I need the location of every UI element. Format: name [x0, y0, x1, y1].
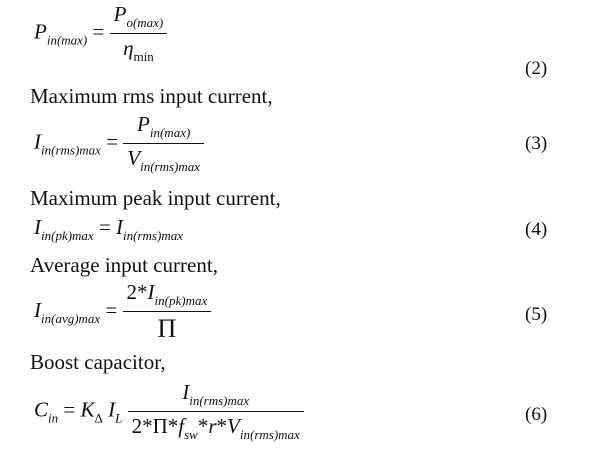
- symbol-I: I: [34, 297, 41, 322]
- equation-2: [34, 2, 167, 65]
- subscript-sw: sw: [184, 427, 198, 442]
- subscript-delta: Δ: [94, 410, 103, 426]
- equals: =: [92, 19, 105, 44]
- equation-number-6: (6): [525, 404, 548, 425]
- equation-5: [34, 280, 211, 344]
- subscript-min: min: [133, 49, 154, 64]
- fraction: [110, 2, 168, 65]
- coefficient-two: 2*: [126, 280, 148, 304]
- fraction: [123, 280, 212, 344]
- symbol-I: I: [182, 380, 190, 404]
- subscript-in-rms-max: in(rms)max: [41, 142, 101, 158]
- subscript-in-avg-max: in(avg)max: [41, 310, 101, 326]
- symbol-I: I: [34, 215, 41, 239]
- subscript-o-max: o(max): [126, 15, 164, 30]
- symbol-r: r: [208, 414, 217, 438]
- symbol-P: P: [113, 2, 127, 26]
- symbol-pi: Π: [152, 414, 168, 438]
- subscript-in-pk-max: in(pk)max: [41, 228, 94, 243]
- subscript-in-rms-max: in(rms)max: [189, 393, 250, 408]
- equation-4: [34, 215, 183, 244]
- equals: =: [105, 297, 118, 322]
- label-boost-capacitor: Boost capacitor,: [30, 350, 166, 374]
- symbol-C: C: [34, 397, 49, 422]
- subscript-in-max: in(max): [149, 125, 191, 140]
- equation-6: [34, 380, 304, 443]
- equals: =: [63, 397, 76, 422]
- fraction: $\frac{I_{in(rms)max}}{2*\Pi*f_{sw}*r*V_{in(rms)max}}$: [128, 380, 304, 443]
- subscript-in: in: [48, 410, 59, 426]
- subscript-in-max: in(max): [46, 32, 88, 48]
- label-max-rms-input-current: Maximum rms input current,: [30, 84, 273, 108]
- equation-number-3: (3): [525, 133, 548, 154]
- symbol-eta: η: [123, 36, 134, 60]
- label-average-input-current: Average input current,: [30, 253, 218, 277]
- equation-number-5: (5): [525, 304, 548, 325]
- symbol-pi: Π: [157, 314, 177, 343]
- subscript-in-rms-max: in(rms)max: [239, 427, 300, 442]
- equals: =: [106, 129, 119, 154]
- symbol-I: I: [34, 129, 41, 154]
- equals: =: [98, 215, 111, 239]
- symbol-V: V: [127, 146, 141, 170]
- symbol-I: I: [147, 280, 155, 304]
- equation-number-2: (2): [525, 58, 548, 79]
- fraction: [123, 112, 204, 175]
- subscript-in-pk-max: in(pk)max: [154, 293, 208, 308]
- symbol-K: K: [80, 397, 95, 422]
- symbol-P: P: [137, 112, 150, 136]
- label-max-peak-input-current: Maximum peak input current,: [30, 186, 281, 210]
- equation-number-4: (4): [525, 219, 548, 240]
- coefficient-two: 2*: [131, 414, 153, 438]
- subscript-in-rms-max: in(rms)max: [140, 159, 201, 174]
- subscript-L: L: [115, 410, 123, 426]
- symbol-P: P: [34, 19, 47, 44]
- subscript-in-rms-max: in(rms)max: [123, 228, 183, 243]
- symbol-I: I: [108, 397, 116, 422]
- equation-3: [34, 112, 204, 175]
- symbol-I: I: [116, 215, 124, 239]
- symbol-V: V: [227, 414, 240, 438]
- symbol-f: f: [178, 414, 185, 438]
